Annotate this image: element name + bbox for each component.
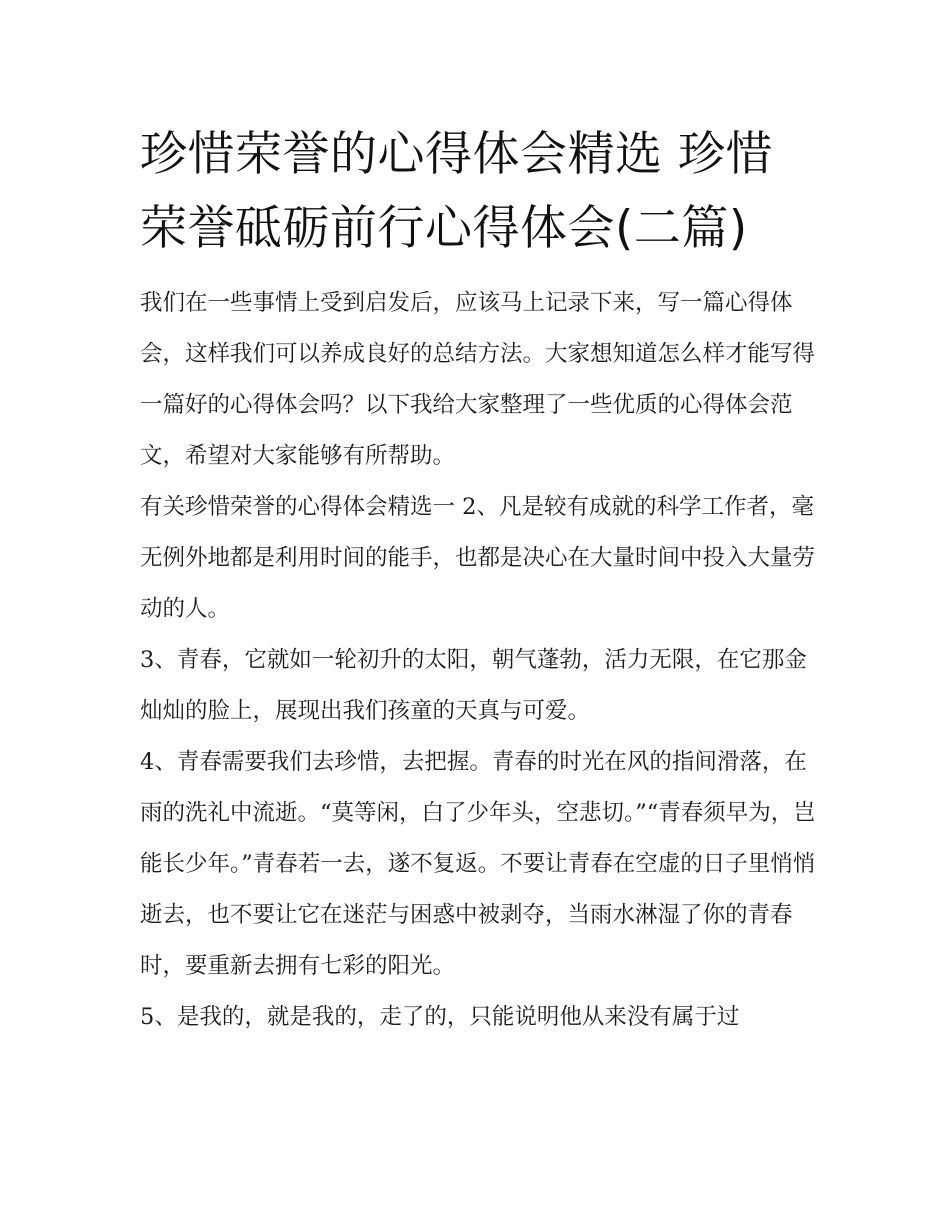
paragraph-intro: 我们在一些事情上受到启发后，应该马上记录下来，写一篇心得体会，这样我们可以养成良好的总结方法。大家想知道怎么样才能写得一篇好的心得体会吗？以下我给大家整理了一些优质的心得体会范文，希望对大家能够有所帮助。 — [140, 290, 816, 469]
paragraph-item-2: 有关珍惜荣誉的心得体会精选一 2、凡是较有成就的科学工作者，毫无例外地都是利用时间的能手，也都是决心在大量时间中投入大量劳动的人。 — [140, 494, 816, 622]
document-title: 珍惜荣誉的心得体会精选 珍惜荣誉砥砺前行心得体会(二篇) — [140, 127, 773, 256]
paragraph-item-3: 3、青春，它就如一轮初升的太阳，朝气蓬勃，活力无限，在它那金灿灿的脸上，展现出我们孩童的天真与可爱。 — [140, 647, 807, 724]
document-page — [140, 118, 820, 1043]
paragraph-item-5: 5、是我的，就是我的，走了的，只能说明他从来没有属于过 — [140, 1004, 740, 1030]
paragraph-item-4: 4、青春需要我们去珍惜，去把握。青春的时光在风的指间滑落，在雨的洗礼中流逝。“莫等闲，白了少年头，空悲切。”“青春须早为，岂能长少年。”青春若一去，遂不复返。不要让青春在空虚的日子里悄悄逝去，也不要让它在迷茫与困惑中被剥夺，当雨水淋湿了你的青春时，要重新去拥有七彩的阳光。 — [140, 749, 816, 979]
